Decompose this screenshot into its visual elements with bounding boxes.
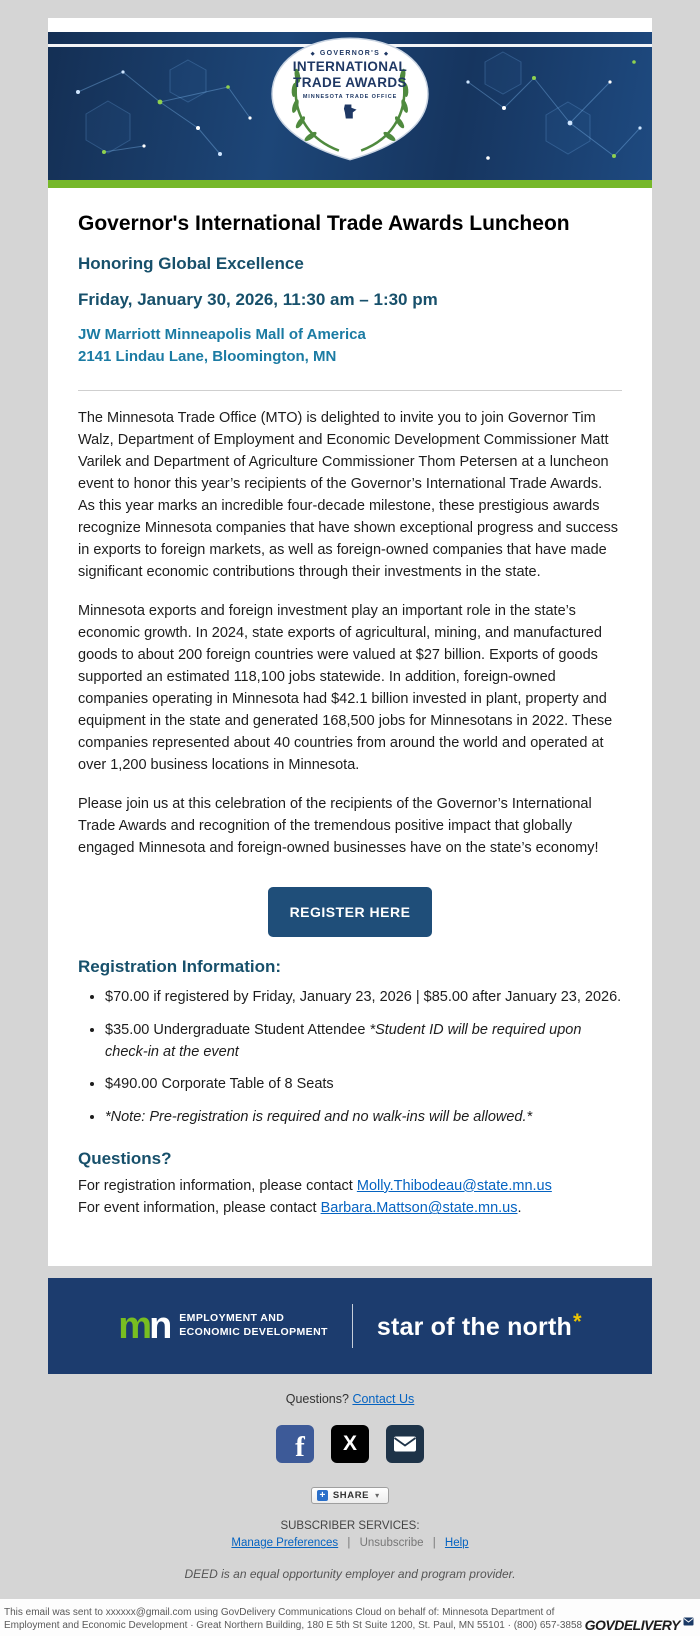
event-email-link[interactable]: Barbara.Mattson@state.mn.us (320, 1200, 518, 1217)
list-item (105, 1107, 622, 1129)
bullet-text: $70.00 if registered by Friday, January 23, 2026 | $85.00 after January 23, 2026. (105, 989, 622, 1006)
share-caret-icon: ▾ (375, 1490, 380, 1500)
banner-image (48, 32, 652, 180)
star-of-the-north-tagline (377, 1309, 582, 1342)
questions-label: Questions? (285, 1391, 349, 1406)
social-icons-row (0, 1425, 700, 1463)
share-label: SHARE (332, 1489, 370, 1501)
venue-block (78, 324, 622, 368)
subscriber-services-label: SUBSCRIBER SERVICES: (280, 1519, 420, 1532)
bullet-text: $35.00 Undergraduate Student Attendee (105, 1021, 370, 1038)
tagline-text: star of the north (376, 1313, 572, 1342)
tagline-star: * (572, 1309, 582, 1335)
register-button[interactable]: REGISTER HERE (268, 887, 433, 937)
green-accent-stripe (48, 180, 652, 188)
dept-line-2: ECONOMIC DEVELOPMENT (179, 1325, 328, 1338)
venue-name: JW Marriott Minneapolis Mall of America (78, 326, 366, 343)
facebook-glyph: f (295, 1431, 305, 1464)
registration-heading: Registration Information: (78, 957, 282, 977)
contact-line-registration (78, 1175, 622, 1197)
event-datetime: Friday, January 30, 2026, 11:30 am – 1:30 pm (78, 290, 438, 309)
registration-list (78, 987, 622, 1129)
logo-m: m (118, 1304, 150, 1347)
registration-email-link[interactable]: Molly.Thibodeau@state.mn.us (356, 1177, 552, 1194)
bullet-italic: *Note: Pre-registration is required and no walk-ins will be allowed.* (105, 1109, 533, 1126)
facebook-icon[interactable] (276, 1425, 314, 1463)
fine-print-strip (0, 1599, 700, 1636)
fine-print-line-2: Employment and Economic Development · Great Northern Building, 180 E 5th St Suite 1200, St. Paul, MN 55101 · (800) 657-3858 (4, 1619, 583, 1631)
bullet-italic: *Student ID will be required upon check-in at the event (105, 1021, 582, 1060)
contact-prefix: For registration information, please contact (78, 1177, 357, 1194)
govdelivery-logo (585, 1617, 694, 1633)
x-glyph: X (342, 1431, 357, 1455)
list-item (105, 1074, 622, 1096)
bookmark-share-icon: + (317, 1490, 328, 1501)
list-item (105, 987, 622, 1009)
bullet-text: $490.00 Corporate Table of 8 Seats (105, 1076, 334, 1093)
badge-mto-label: MINNESOTA TRADE OFFICE (302, 93, 398, 100)
share-row (0, 1485, 700, 1504)
mn-deed-logo (118, 1304, 170, 1347)
badge-text (264, 35, 436, 163)
link-separator: | (347, 1536, 351, 1549)
help-link[interactable]: Help (444, 1536, 469, 1549)
eeo-statement: DEED is an equal opportunity employer and program provider. (184, 1566, 516, 1581)
contact-us-link[interactable]: Contact Us (352, 1391, 415, 1406)
badge-governors-label: ◆ GOVERNOR'S ◆ (311, 50, 389, 57)
award-badge (264, 35, 436, 163)
list-item (105, 1020, 622, 1064)
venue-address: 2141 Lindau Lane, Bloomington, MN (78, 347, 337, 365)
page-title: Governor's International Trade Awards Luncheon (78, 212, 570, 235)
share-button[interactable] (311, 1487, 389, 1504)
logo-n: n (149, 1304, 170, 1347)
questions-heading: Questions? (78, 1148, 172, 1168)
deed-footer-banner (48, 1278, 652, 1374)
contact-line-event (78, 1197, 622, 1219)
body-paragraph-3: Please join us at this celebration of the recipients of the Governor’s International Trade Awards and recognition of the tremendous positive impact that globally engaged Minnesota and foreign-owned businesses have on the state’s economy! (78, 796, 599, 857)
subscriber-links (0, 1537, 700, 1549)
email-body (48, 18, 652, 1266)
footer-divider (352, 1304, 353, 1348)
dept-line-1: EMPLOYMENT AND (179, 1312, 285, 1325)
badge-trade-awards-label: TRADE AWARDS (293, 74, 407, 90)
x-twitter-icon[interactable] (331, 1425, 369, 1463)
email-content (48, 212, 652, 1266)
questions-contact-line (0, 1392, 700, 1406)
contact-prefix: For event information, please contact (78, 1200, 321, 1217)
badge-international-label: INTERNATIONAL (292, 59, 408, 74)
body-paragraph-2: Minnesota exports and foreign investment play an important role in the state’s economic growth. In 2024, state exports of agricultural, mining, and manufactured goods to about 200 foreign countries were valued at $27 billion. Exports of goods supported an estimated 118,100 jobs statewide. In addition, foreign-owned companies operating in Minnesota had $42.1 billion invested in plant, property and equipment in the state and generated 168,500 jobs for Minnesotans in 2022. These companies represented about 40 countries from around the world and operated at over 1,200 business locations in Minnesota. (78, 602, 613, 773)
section-divider (78, 390, 622, 391)
contact-suffix: . (517, 1200, 522, 1217)
subscriber-footer (0, 1374, 700, 1599)
envelope-icon (393, 1435, 417, 1453)
link-separator: | (432, 1536, 436, 1549)
email-share-icon[interactable] (386, 1425, 424, 1463)
event-subtitle: Honoring Global Excellence (78, 254, 304, 273)
manage-preferences-link[interactable]: Manage Preferences (231, 1536, 339, 1549)
minnesota-state-icon (343, 104, 357, 119)
govdelivery-envelope-icon (683, 1617, 694, 1626)
department-name (179, 1312, 328, 1339)
unsubscribe-link[interactable]: Unsubscribe (359, 1536, 424, 1549)
body-paragraph-1: The Minnesota Trade Office (MTO) is delighted to invite you to join Governor Tim Walz, Department of Employment and Economic Development Commissioner Matt Varilek and Department of Agriculture Commissioner Thom Petersen at a luncheon event to honor this year’s recipients of the Governor’s International Trade Awards. As this year marks an incredible four-decade milestone, these prestigious awards recognize Minnesota companies that have shown exceptional progress and success in exports to foreign markets, as well as foreign-owned companies that have made significant economic contributions through their investments in the state. (78, 409, 619, 580)
govdelivery-wordmark: GOVDELIVERY (584, 1616, 680, 1633)
fine-print-line-1: This email was sent to xxxxxx@gmail.com using GovDelivery Communications Cloud on behalf of: Minnesota Department of (4, 1606, 555, 1618)
register-button-row (78, 887, 622, 937)
